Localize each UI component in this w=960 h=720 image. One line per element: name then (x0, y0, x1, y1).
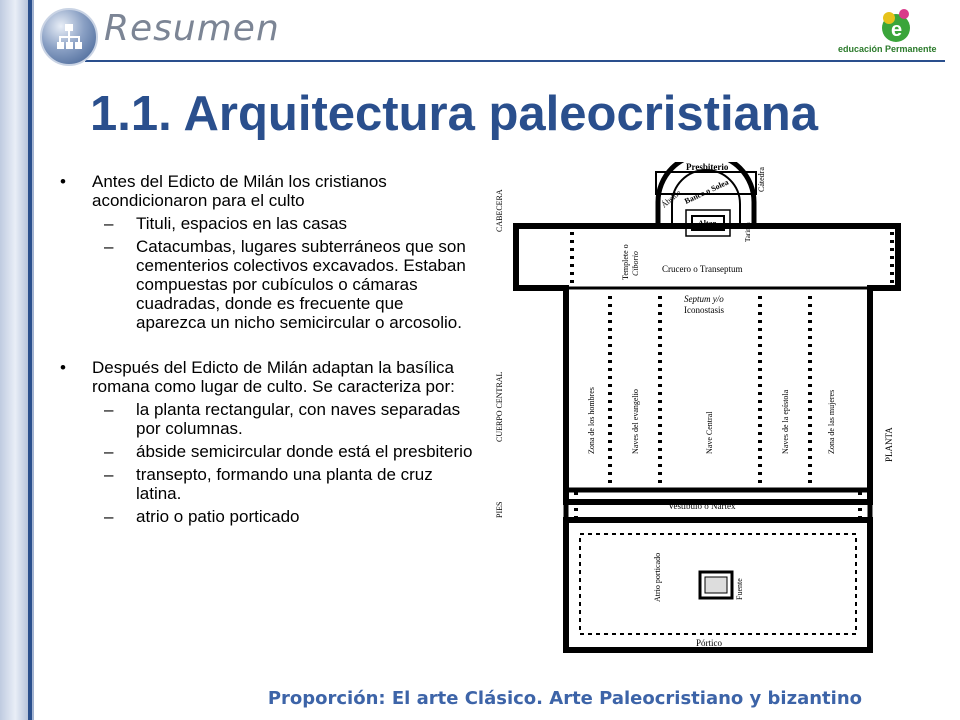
label-crucero: Crucero o Transeptum (662, 264, 743, 274)
sub-bullet-item: – Tituli, espacios en las casas (104, 214, 348, 233)
section-label: Resumen (104, 8, 280, 49)
left-decorative-bar (0, 0, 34, 720)
label-naves-evangelio: Naves del evangelio (631, 389, 640, 454)
label-nave-central: Nave Central (705, 411, 714, 454)
label-zona-mujeres: Zona de las mujeres (827, 389, 836, 454)
label-portico: Pórtico (696, 638, 722, 648)
bullet-content (58, 172, 478, 526)
sub-bullet-item: – atrio o patio porticado (104, 507, 300, 526)
sub-bullet-item: – Catacumbas, lugares subterráneos que son cementerios colectivos excavados. Estaban compuestas por cubículos o cámaras cuadradas, donde es frecuente que aparezca un nicho semicircular o arcosolio. (104, 237, 466, 332)
header-rule (85, 60, 945, 62)
label-catedra: Cátedra (757, 167, 766, 192)
label-pies: PIES (495, 501, 504, 518)
svg-text:e: e (891, 19, 903, 41)
label-iconostasis: Iconostasis (684, 305, 724, 315)
label-altar: Altar (698, 219, 717, 228)
label-naves-epistola: Naves de la epístola (781, 389, 790, 454)
label-planta: PLANTA (884, 427, 894, 462)
org-name: educación Permanente (838, 44, 937, 54)
label-fuente: Fuente (735, 578, 744, 600)
footer-course-title: Proporción: El arte Clásico. Arte Paleocristiano y bizantino (267, 688, 862, 709)
sub-bullet-item: – ábside semicircular donde está el presbiterio (104, 442, 473, 461)
sub-bullet-item: – la planta rectangular, con naves separadas por columnas. (104, 400, 461, 438)
bullet-item: • Antes del Edicto de Milán los cristianos acondicionaron para el culto (60, 172, 387, 210)
label-templete: Templete o (621, 244, 630, 280)
label-ciborio: Ciborio (631, 251, 640, 276)
label-cabecera: CABECERA (495, 189, 504, 232)
bullet-item: • Después del Edicto de Milán adaptan la basílica romana como lugar de culto. Se caracteriza por: (60, 358, 455, 396)
label-atrio: Atrio porticado (653, 552, 662, 602)
label-banco-solea: Banco o Solea (683, 177, 730, 206)
label-presbiterio: Presbiterio (686, 162, 729, 172)
page-title: 1.1. Arquitectura paleocristiana (90, 87, 818, 141)
label-cuerpo-central: CUERPO CENTRAL (495, 371, 504, 442)
label-abside: Ábside (659, 188, 683, 210)
label-zona-hombres: Zona de los hombres (587, 387, 596, 454)
sitemap-icon[interactable] (40, 8, 98, 66)
label-vestibulo: Vestíbulo o Nártex (668, 501, 736, 511)
label-tarima: Tarima (744, 222, 752, 242)
basilica-floor-plan (488, 162, 918, 662)
label-septum: Septum y/o (684, 294, 724, 304)
sub-bullet-item: – transepto, formando una planta de cruz latina. (104, 465, 433, 503)
